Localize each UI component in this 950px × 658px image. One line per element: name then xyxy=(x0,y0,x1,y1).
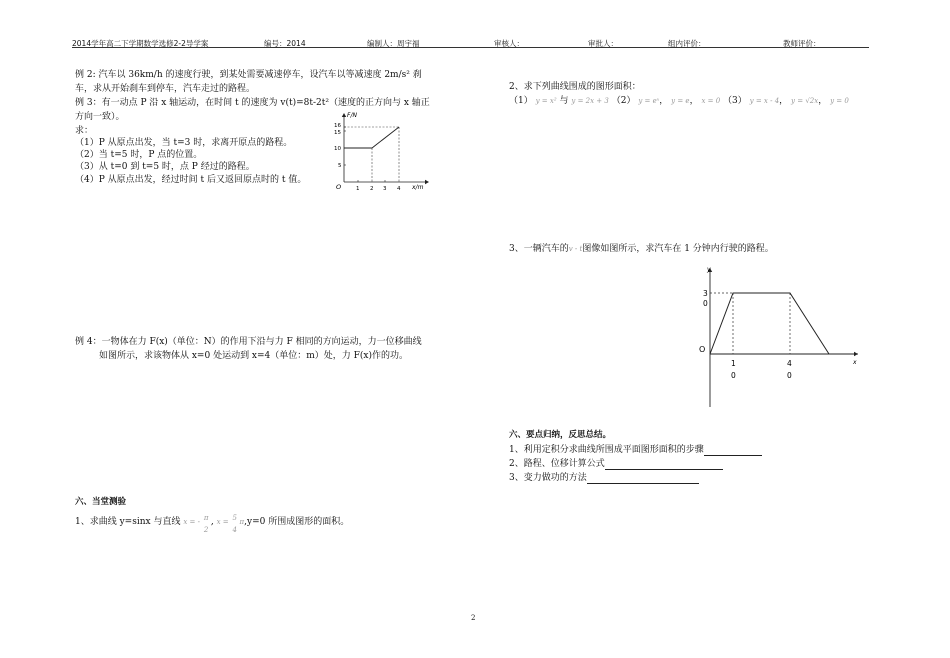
vt-x-arrow xyxy=(854,352,858,356)
summary-item-2-blank xyxy=(605,460,723,470)
q2-part3-curve2: y = √2x xyxy=(791,97,819,105)
force-curve xyxy=(344,127,399,148)
q2-part2-label: （2） xyxy=(611,96,636,106)
force-displacement-figure xyxy=(328,110,432,192)
q2-part1-and: 与 xyxy=(559,96,569,106)
example3-q2: （2）当 t=5 时，P 点的位置。 xyxy=(75,150,203,160)
q2-part1-label: （1） xyxy=(509,96,533,106)
velocity-time-figure xyxy=(698,262,863,410)
q2-part3-comma1: ， xyxy=(779,96,789,106)
quiz-q1 xyxy=(75,514,350,534)
header-code: 编号：2014 xyxy=(264,39,306,48)
quiz-q1-prefix: 1、求曲线 y=sinx 与直线 xyxy=(75,517,181,527)
summary-item-2 xyxy=(509,458,723,470)
force-ytick-16: 16 xyxy=(334,123,341,129)
q2-part2-comma1: ， xyxy=(659,96,669,106)
header-editor: 编制人：周宇福 xyxy=(367,39,420,48)
header-reviewer: 审核人： xyxy=(494,39,524,48)
vt-ytick-3: 3 xyxy=(703,289,708,298)
q3-prefix: 3、一辆汽车的 xyxy=(509,244,569,254)
quiz-q1-line2-lhs: x = xyxy=(216,518,229,526)
quiz-q1-fraction-5-4 xyxy=(232,514,240,534)
vt-xtick-1: 1 xyxy=(731,359,736,368)
force-xtick-3: 3 xyxy=(383,186,387,192)
q2-part2-curve2: y = e xyxy=(671,97,690,105)
summary-item-3-blank xyxy=(587,474,699,484)
vt-curve xyxy=(710,293,829,354)
example3-line1: 例 3：有一动点 P 沿 x 轴运动，在时间 t 的速度为 v(t)=8t-2t²（速度的正方向与 x 轴正 xyxy=(75,98,430,108)
example4-line1: 例 4：一物体在力 F(x)（单位：N）的作用下沿与力 F 相同的方向运动，力一位移曲线 xyxy=(75,337,422,347)
example3-ask: 求： xyxy=(75,126,94,136)
example3-q3: （3）从 t=0 到 t=5 时，点 P 经过的路程。 xyxy=(75,162,255,172)
example2-line2: 车，求从开始刹车到停车，汽车走过的路程。 xyxy=(75,84,256,94)
summary-item-2-label: 2、路程、位移计算公式 xyxy=(509,459,605,469)
quiz-q1-frac1-den: 2 xyxy=(203,526,209,534)
q2-part2-comma2: ， xyxy=(689,96,699,106)
vt-xtick-4: 4 xyxy=(787,359,792,368)
header-title: 2014学年高二下学期数学选修2-2导学案 xyxy=(72,39,209,48)
force-ylabel: F/N xyxy=(347,112,357,119)
q3-suffix: 图像如图所示，求汽车在 1 分钟内行驶的路程。 xyxy=(582,244,774,254)
page-number: 2 xyxy=(471,614,476,622)
force-origin: O xyxy=(336,183,342,191)
quiz-q1-pi: π xyxy=(239,518,245,526)
q2-part3-curve3: y = 0 xyxy=(830,97,849,105)
summary-item-1-label: 1、利用定积分求曲线所围成平面图形面积的步骤 xyxy=(509,445,704,455)
quiz-q1-fraction-pi-2 xyxy=(203,514,211,534)
quiz-q1-line1-lhs: x = - xyxy=(183,518,200,526)
header-rule xyxy=(72,47,869,48)
example3-line2: 方向一致）。 xyxy=(75,112,125,122)
header-teacher-eval: 教师评价： xyxy=(783,39,821,48)
vt-origin: O xyxy=(699,345,706,354)
vt-xtick-1-0: 0 xyxy=(731,371,736,380)
q2-part1-curve2: y = 2x + 3 xyxy=(571,97,609,105)
q2-title: 2、求下列曲线围成的图形面积： xyxy=(509,82,641,92)
header-approver: 审批人： xyxy=(588,39,618,48)
q2-part3-label: （3） xyxy=(723,96,747,106)
quiz-q1-frac2-den: 4 xyxy=(232,526,237,534)
q2-part2-curve1: y = eˣ xyxy=(638,97,660,105)
quiz-q1-separator: , xyxy=(210,517,214,527)
force-x-arrow xyxy=(425,180,429,184)
force-y-arrow xyxy=(342,113,346,117)
q2-part3-curve1: y = x - 4 xyxy=(749,97,780,105)
vt-xtick-4-0: 0 xyxy=(787,371,792,380)
example4-line2: 如图所示，求该物体从 x=0 处运动到 x=4（单位：m）处，力 F(x)作的功。 xyxy=(99,351,409,361)
summary-item-1 xyxy=(509,444,762,456)
q3-text xyxy=(509,243,774,255)
example3-q4: （4）P 从原点出发，经过时间 t 后又返回原点时的 t 值。 xyxy=(75,175,307,185)
force-ytick-5: 5 xyxy=(338,163,342,169)
q2-part1-curve1: y = x² xyxy=(535,97,557,105)
quiz-q1-suffix: ,y=0 所围成图形的面积。 xyxy=(244,517,350,527)
summary-item-1-blank xyxy=(704,446,762,456)
summary-item-3-label: 3、变力做功的方法 xyxy=(509,473,587,483)
summary-title: 六、要点归纳，反思总结。 xyxy=(509,430,612,440)
force-ytick-10: 10 xyxy=(334,146,341,152)
force-xtick-4: 4 xyxy=(397,186,401,192)
force-xlabel: x/m xyxy=(412,184,424,191)
q2-part2-curve3: x = 0 xyxy=(701,97,721,105)
vt-xlabel: x xyxy=(853,359,857,366)
force-ytick-15: 15 xyxy=(334,130,341,136)
header-group-eval: 组内评价： xyxy=(668,39,706,48)
summary-item-3 xyxy=(509,472,699,484)
q2-part3-comma2: ， xyxy=(818,96,828,106)
force-xtick-2: 2 xyxy=(370,186,374,192)
q2-parts xyxy=(509,95,849,107)
quiz-q1-frac2-num: 5 xyxy=(232,514,237,522)
example3-q1: （1）P 从原点出发，当 t=3 时，求离开原点的路程。 xyxy=(75,138,293,148)
example2-line1: 例 2: 汽车以 36km/h 的速度行驶，到某处需要减速停车，设汽车以等减速度 2m/s² 刹 xyxy=(75,70,422,80)
force-xtick-1: 1 xyxy=(356,186,360,192)
vt-ytick-0: 0 xyxy=(703,299,708,308)
quiz-q1-frac1-num: π xyxy=(203,514,209,522)
q3-vt: v - t xyxy=(568,245,583,253)
section-quiz-title: 六、当堂测验 xyxy=(75,497,127,507)
vt-ylabel: y xyxy=(707,266,711,273)
